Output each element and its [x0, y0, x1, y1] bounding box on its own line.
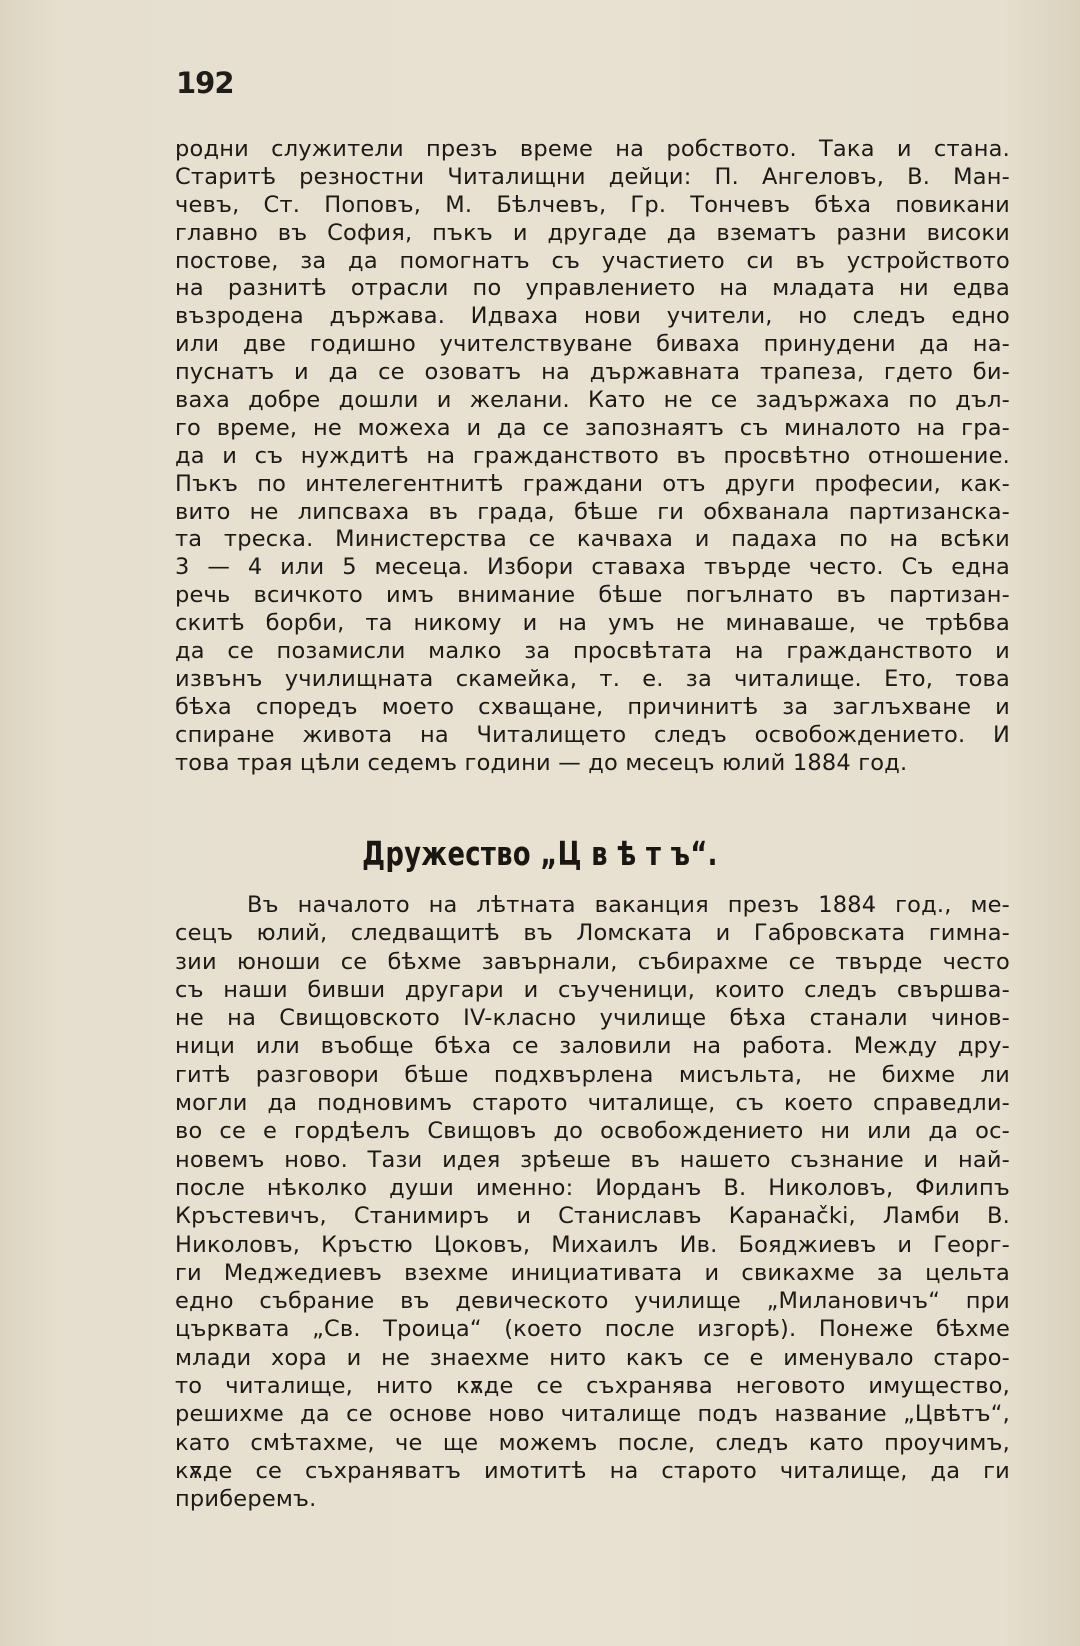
text-line: гитѣ разговори бѣше подхвърлена мисъльта, не бихме ли [175, 1061, 1010, 1088]
text-line: зии юноши се бѣхме завърнали, събирахме се твърде често [175, 948, 1010, 975]
text-line: Въ началото на лѣтната ваканция презъ 1884 год., ме- [247, 892, 1010, 918]
text-line: новемъ ново. Тази идея зрѣеше въ нашето съзнание и най- [175, 1146, 1010, 1173]
text-line: не на Свищовското IV-класно училище бѣха станали чинов- [175, 1005, 1010, 1032]
text-line: скитѣ борби, та никому и на умъ не минаваше, че трѣбва [175, 610, 1010, 637]
text-line: Николовъ, Кръстю Цоковъ, Михаилъ Ив. Бояджиевъ и Георг- [175, 1231, 1010, 1258]
text-line: Старитѣ резностни Читалищни дейци: П. Ангеловъ, В. Ман- [175, 163, 1010, 190]
text-line: сецъ юлий, следващитѣ въ Ломската и Габровската гимна- [175, 920, 1010, 947]
text-line: да се позамисли малко за просвѣтата на гражданството и [175, 638, 1010, 665]
text-line: извънъ училищната скамейка, т. е. за читалище. Ето, това [175, 665, 1010, 692]
text-line: решихме да се основе ново читалище подъ название „Цвѣтъ“, [175, 1401, 1010, 1428]
text-line: чевъ, Ст. Поповъ, М. Бѣлчевъ, Гр. Тончевъ бѣха повикани [175, 191, 1010, 218]
text-line: едно събрание въ девическото училище „Милановичъ“ при [175, 1288, 1010, 1315]
paragraph-before-heading [175, 136, 1010, 777]
text-line: та треска. Министерства се качваха и падаха по на всѣки [175, 526, 1010, 553]
page-number: 192 [176, 66, 234, 100]
text-line: или две годишно учителствуване биваха принудени да на- [175, 331, 1010, 358]
text-line: то читалище, нито кѫде се съхранява неговото имущество, [175, 1373, 1010, 1400]
text-line: ваха добре дошли и желани. Като не се задържаха по дъл- [175, 387, 1010, 414]
text-line: спиране живота на Читалището следъ освобождението. И [175, 721, 1010, 748]
text-line: Пъкъ по интелегентнитѣ граждани отъ други професии, как- [175, 470, 1010, 497]
text-line: ници или въобще бѣха се заловили на работа. Между дру- [175, 1033, 1010, 1060]
text-line: съ наши бивши другари и съученици, които следъ свършва- [175, 976, 1010, 1003]
text-line: главно въ София, пъкъ и другаде да взематъ разни високи [175, 219, 1010, 246]
text-line: вито не липсваха въ града, бѣше ги обхванала партизанска- [175, 498, 1010, 525]
text-line: Кръстевичъ, Станимиръ и Станиславъ Каранački, Ламби В. [175, 1203, 1010, 1230]
text-line: во се е гордѣелъ Свищовъ до освобождението ни или да ос- [175, 1118, 1010, 1145]
section-heading: Дружество „Ц в ѣ т ъ“. [362, 834, 718, 873]
text-line: речь всичкото имъ внимание бѣше погълнато въ партизан- [175, 582, 1010, 609]
text-line: 3 — 4 или 5 месеца. Избори ставаха твърде често. Съ една [175, 554, 1010, 581]
text-line: родни служители презъ време на робството. Така и стана. [175, 136, 1010, 162]
text-line: после нѣколко души именно: Иорданъ В. Николовъ, Филипъ [175, 1174, 1010, 1201]
text-line: на разнитѣ отрасли по управлението на младата ни едва [175, 275, 1010, 302]
paragraph-after-heading [175, 891, 1010, 1514]
text-line: млади хора и не знаехме нито какъ се е именувало старо- [175, 1344, 1010, 1371]
text-line: да и съ нуждитѣ на гражданството въ просвѣтно отношение. [175, 442, 1010, 469]
text-line: възродена държава. Идваха нови учители, но следъ едно [175, 303, 1010, 330]
text-line: приберемъ. [175, 1486, 317, 1513]
text-line: ги Меджедиевъ взехме инициативата и свикахме за цельта [175, 1259, 1010, 1286]
text-line: като смѣтахме, че ще можемъ после, следъ като проучимъ, [175, 1429, 1010, 1456]
text-line: пуснатъ и да се озоватъ на държавната трапеза, гдето би- [175, 359, 1010, 386]
text-line: това трая цѣли седемъ години — до месецъ юлий 1884 год. [175, 749, 908, 776]
text-line: могли да подновимъ старото читалище, съ което справедли- [175, 1090, 1010, 1117]
text-line: църквата „Св. Троица“ (което после изгорѣ). Понеже бѣхме [175, 1316, 1010, 1343]
text-line: кѫде се съхраняватъ имотитѣ на старото читалище, да ги [175, 1457, 1010, 1484]
text-line: го време, не можеха и да се запознаятъ съ миналото на гра- [175, 414, 1010, 441]
text-line: постове, за да помогнатъ съ участието си въ устройството [175, 247, 1010, 274]
text-line: бѣха споредъ моето схващане, причинитѣ за заглъхване и [175, 693, 1010, 720]
